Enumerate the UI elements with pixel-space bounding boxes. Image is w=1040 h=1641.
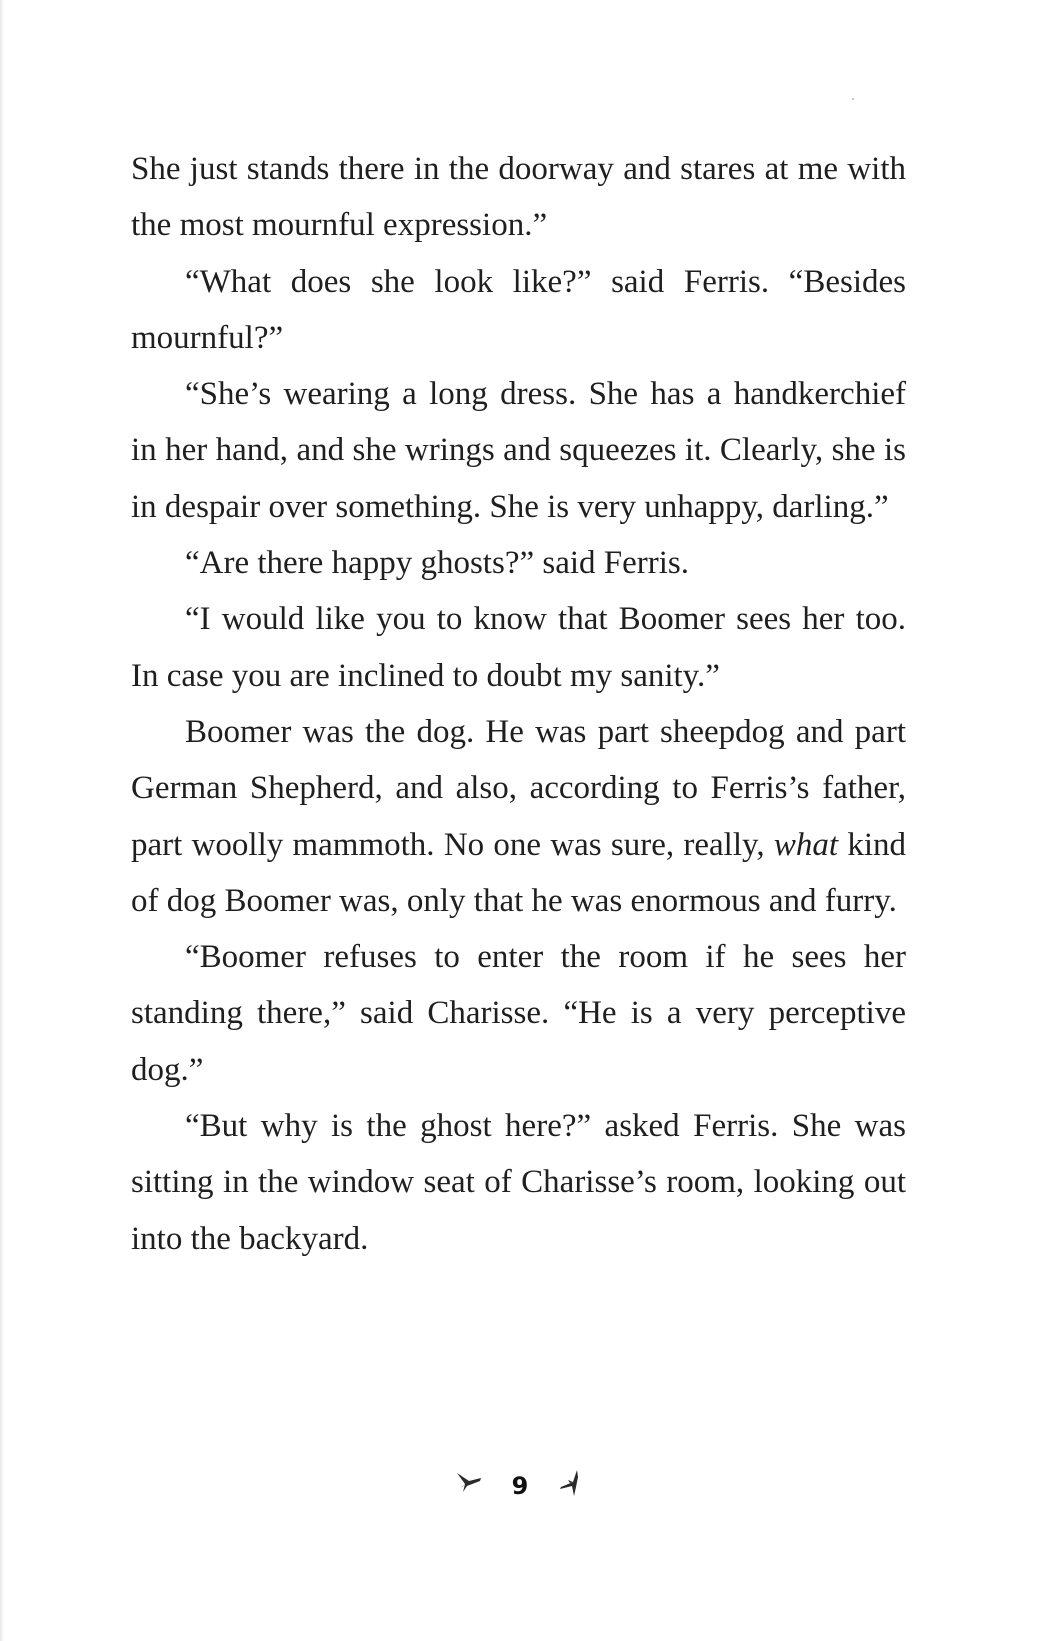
flying-bird-icon [556, 1468, 586, 1503]
flying-bird-icon [454, 1470, 484, 1501]
paragraph: Boomer was the dog. He was part sheepdog and part German Shepherd, and also, according to Ferris’s father, part woolly mammoth. No one was sure, really, what kind of dog Boomer was, only that he was enormous and furry. [131, 713, 906, 919]
paragraph: “What does she look like?” said Ferris. “Besides mournful?” [131, 263, 906, 356]
paragraph: “I would like you to know that Boomer sees her too. In case you are inclined to doubt my sanity.” [131, 601, 906, 694]
page-footer [0, 1468, 1040, 1503]
paragraph: “She’s wearing a long dress. She has a handkerchief in her hand, and she wrings and squeezes it. Clearly, she is in despair over something. She is very unhappy, darling.” [131, 376, 906, 525]
emphasis: what [773, 826, 839, 863]
paragraph: “Are there happy ghosts?” said Ferris. [185, 545, 690, 582]
paragraph: She just stands there in the doorway and stares at me with the most mournful expression.” [131, 151, 906, 244]
body-text [131, 141, 906, 1267]
paragraph: “But why is the ghost here?” asked Ferris. She was sitting in the window seat of Charisse’s room, looking out into the backyard. [131, 1108, 906, 1257]
page-number: 9 [511, 1471, 529, 1500]
page-edge-shadow [0, 0, 4, 1641]
paragraph: “Boomer refuses to enter the room if he sees her standing there,” said Charisse. “He is a very perceptive dog.” [131, 939, 906, 1088]
paper-speck [852, 98, 854, 100]
